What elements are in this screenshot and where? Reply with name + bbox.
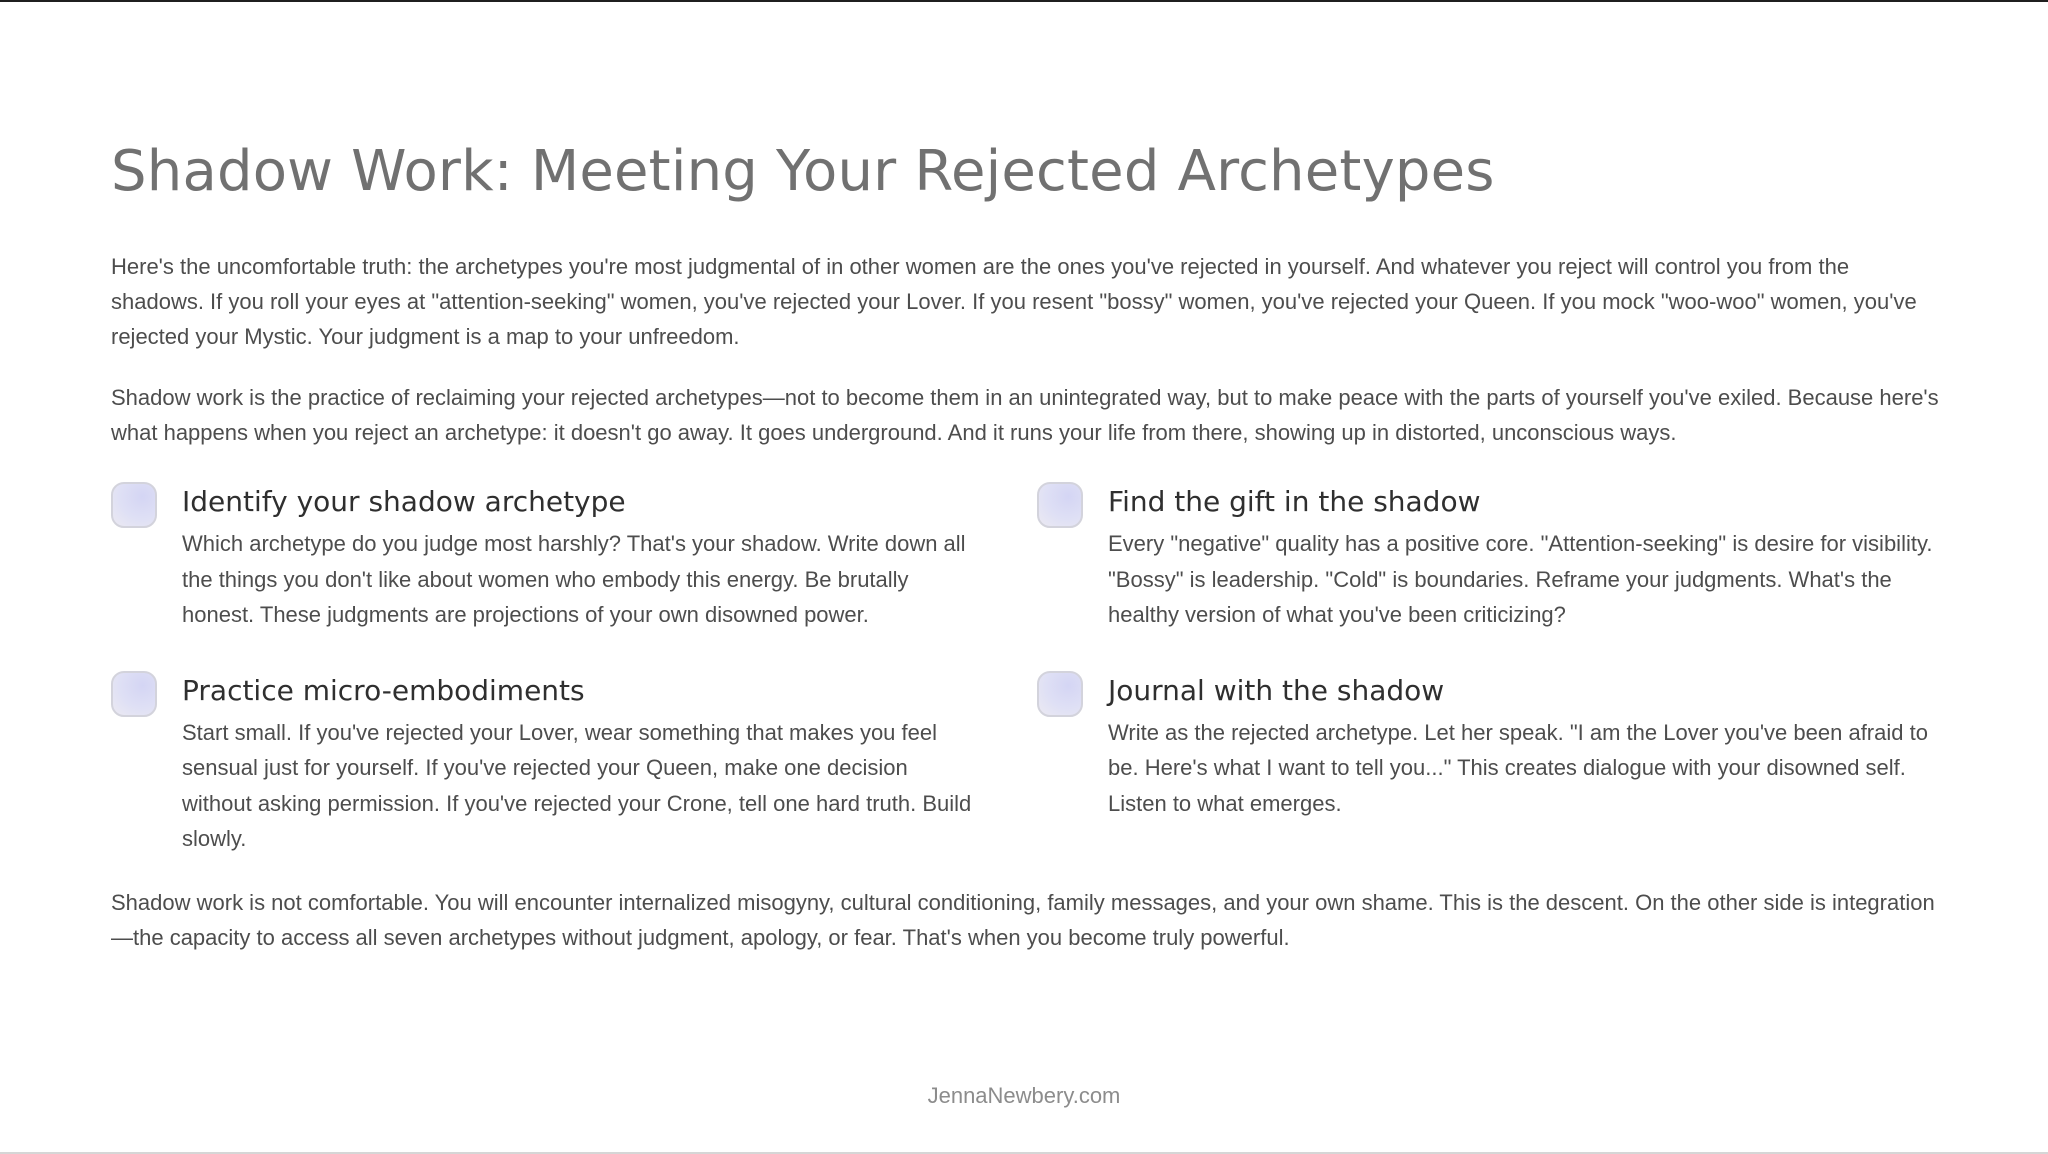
step-item — [111, 480, 1037, 633]
step-item — [111, 669, 1037, 857]
step-description: Which archetype do you judge most harshly? That's your shadow. Write down all the things you don't like about women who embody this energy. Be brutally honest. These judgments are projections of your own disowned power. — [182, 531, 966, 627]
step-title: Journal with the shadow — [1108, 673, 1445, 707]
step-marker-icon — [111, 671, 157, 717]
top-border — [0, 0, 2048, 2]
intro-paragraph-1: Here's the uncomfortable truth: the archetypes you're most judgmental of in other women are the ones you've rejected in yourself. And whatever you reject will control you from the shadows. If you roll your eyes at "attention-seeking" women, you've rejected your Lover. If you resent "bossy" women, you've rejected your Queen. If you mock "woo-woo" women, you've rejected your Mystic. Your judgment is a map to your unfreedom. — [111, 254, 1917, 349]
step-body — [182, 669, 982, 857]
closing-paragraph: Shadow work is not comfortable. You will encounter internalized misogyny, cultural conditioning, family messages, and your own shame. This is the descent. On the other side is integration—the capacity to access all seven archetypes without judgment, apology, or fear. That's when you become truly powerful. — [111, 889, 1935, 950]
step-body — [1108, 480, 1938, 633]
step-description: Start small. If you've rejected your Lover, wear something that makes you feel sensual just for yourself. If you've rejected your Queen, make one decision without asking permission. If you've rejected your Crone, tell one hard truth. Build slowly. — [182, 719, 972, 851]
step-description: Write as the rejected archetype. Let her speak. "I am the Lover you've been afraid to be. Here's what I want to tell you..." This creates dialogue with your disowned self. Listen to what emerges. — [1108, 719, 1928, 816]
step-marker-icon — [111, 482, 157, 528]
intro-paragraph-2: Shadow work is the practice of reclaiming your rejected archetypes—not to become them in an unintegrated way, but to make peace with the parts of yourself you've exiled. Because here's what happens when you reject an archetype: it doesn't go away. It goes underground. And it runs your life from there, showing up in distorted, unconscious ways. — [111, 385, 1939, 445]
step-item — [1037, 669, 1941, 857]
step-item — [1037, 480, 1941, 633]
page-title: Shadow Work: Meeting Your Rejected Archetypes — [111, 139, 1495, 204]
footer-website: JennaNewbery.com — [927, 1083, 1121, 1108]
step-description: Every "negative" quality has a positive core. "Attention-seeking" is desire for visibility. "Bossy" is leadership. "Cold" is boundaries. Reframe your judgments. What's the healthy version of what you've been criticizing? — [1108, 531, 1933, 627]
step-marker-icon — [1037, 671, 1083, 717]
step-body — [182, 480, 982, 633]
steps-grid — [111, 480, 1941, 857]
slide-content — [111, 130, 1941, 955]
step-title: Practice micro-embodiments — [182, 673, 585, 707]
step-marker-icon — [1037, 482, 1083, 528]
step-body — [1108, 669, 1938, 822]
step-title: Find the gift in the shadow — [1108, 485, 1481, 518]
step-title: Identify your shadow archetype — [182, 485, 626, 518]
